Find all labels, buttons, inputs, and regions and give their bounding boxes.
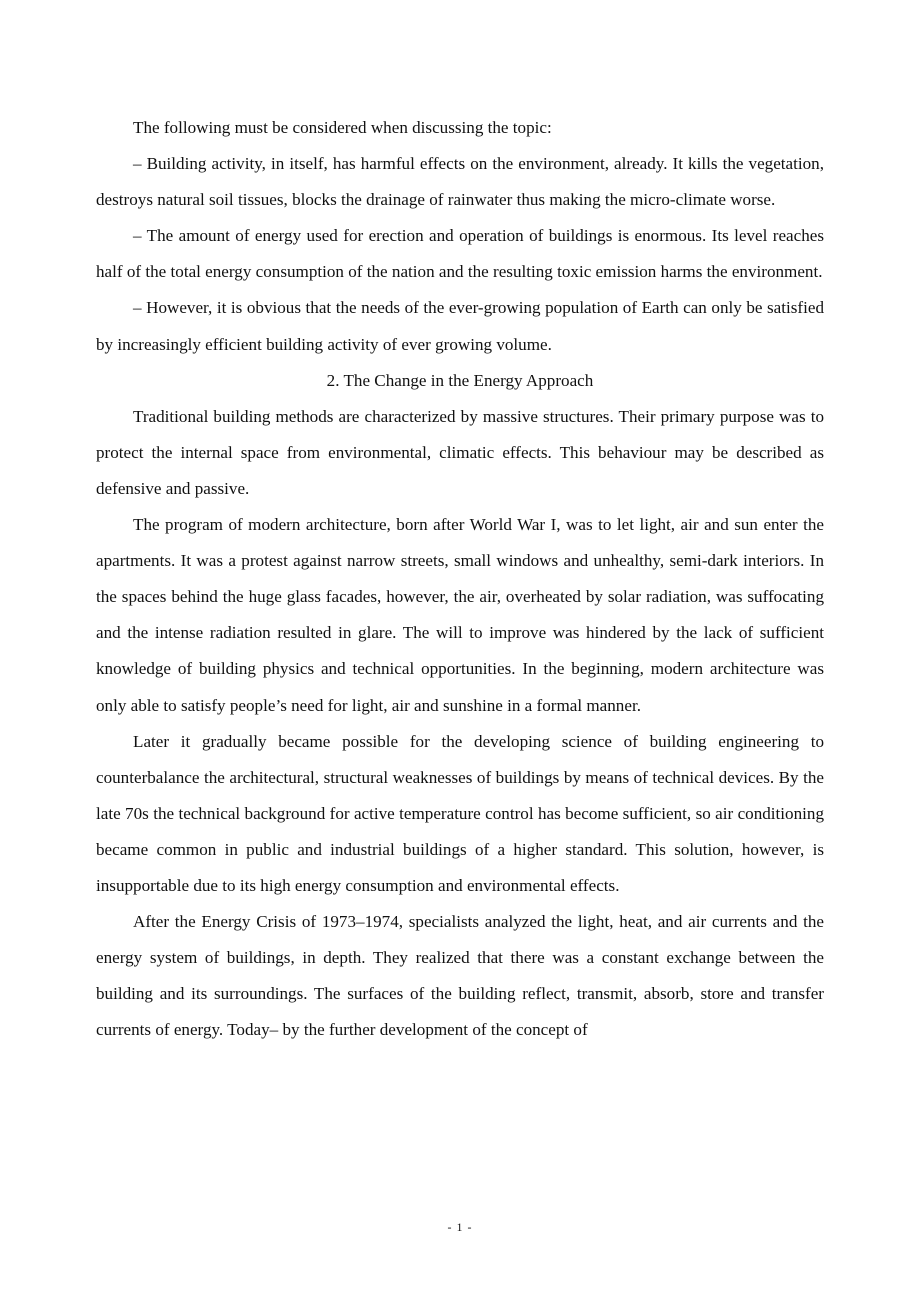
section-heading: 2. The Change in the Energy Approach bbox=[326, 370, 594, 390]
page-number: - 1 - bbox=[447, 1220, 473, 1234]
paragraph-building-engineering: Later it gradually became possible for the developing science of building engineering to counterbalance the architectural, structural weaknesses of buildings by means of technical devices. By the late 70s the technical background for active temperature control has become sufficient, so air conditioning became common in public and industrial buildings of a higher standard. This solution, however, is insupportable due to its high energy consumption and environmental effects. bbox=[96, 731, 824, 895]
paragraph-energy-crisis: After the Energy Crisis of 1973–1974, specialists analyzed the light, heat, and air currents and the energy system of buildings, in depth. They realized that there was a constant exchange between the building and its surroundings. The surfaces of the building reflect, transmit, absorb, store and transfer currents of energy. Today– by the further development of the concept of bbox=[96, 912, 824, 1040]
paragraph-bullet-building-activity: – Building activity, in itself, has harmful effects on the environment, already. It kills the vegetation, destroys natural soil tissues, blocks the drainage of rainwater thus making the micro-climate worse. bbox=[96, 154, 824, 210]
paragraph-bullet-energy-amount: – The amount of energy used for erection and operation of buildings is enormous. Its level reaches half of the total energy consumption of the nation and the resulting toxic emission harms the environment. bbox=[96, 226, 824, 282]
paragraph-modern-architecture: The program of modern architecture, born after World War I, was to let light, air and sun enter the apartments. It was a protest against narrow streets, small windows and unhealthy, semi-dark interiors. In the spaces behind the huge glass facades, however, the air, overheated by solar radiation, was suffocating and the intense radiation resulted in glare. The will to improve was hindered by the lack of sufficient knowledge of building physics and technical opportunities. In the beginning, modern architecture was only able to satisfy people’s need for light, air and sunshine in a formal manner. bbox=[96, 515, 824, 715]
paragraph-traditional-methods: Traditional building methods are characterized by massive structures. Their primary purpose was to protect the internal space from environmental, climatic effects. This behaviour may be described as defensive and passive. bbox=[96, 406, 824, 498]
paragraph-intro: The following must be considered when discussing the topic: bbox=[133, 118, 552, 137]
document-page bbox=[96, 110, 824, 1048]
paragraph-bullet-population-needs: – However, it is obvious that the needs of the ever-growing population of Earth can only be satisfied by increasingly efficient building activity of ever growing volume. bbox=[96, 298, 824, 354]
